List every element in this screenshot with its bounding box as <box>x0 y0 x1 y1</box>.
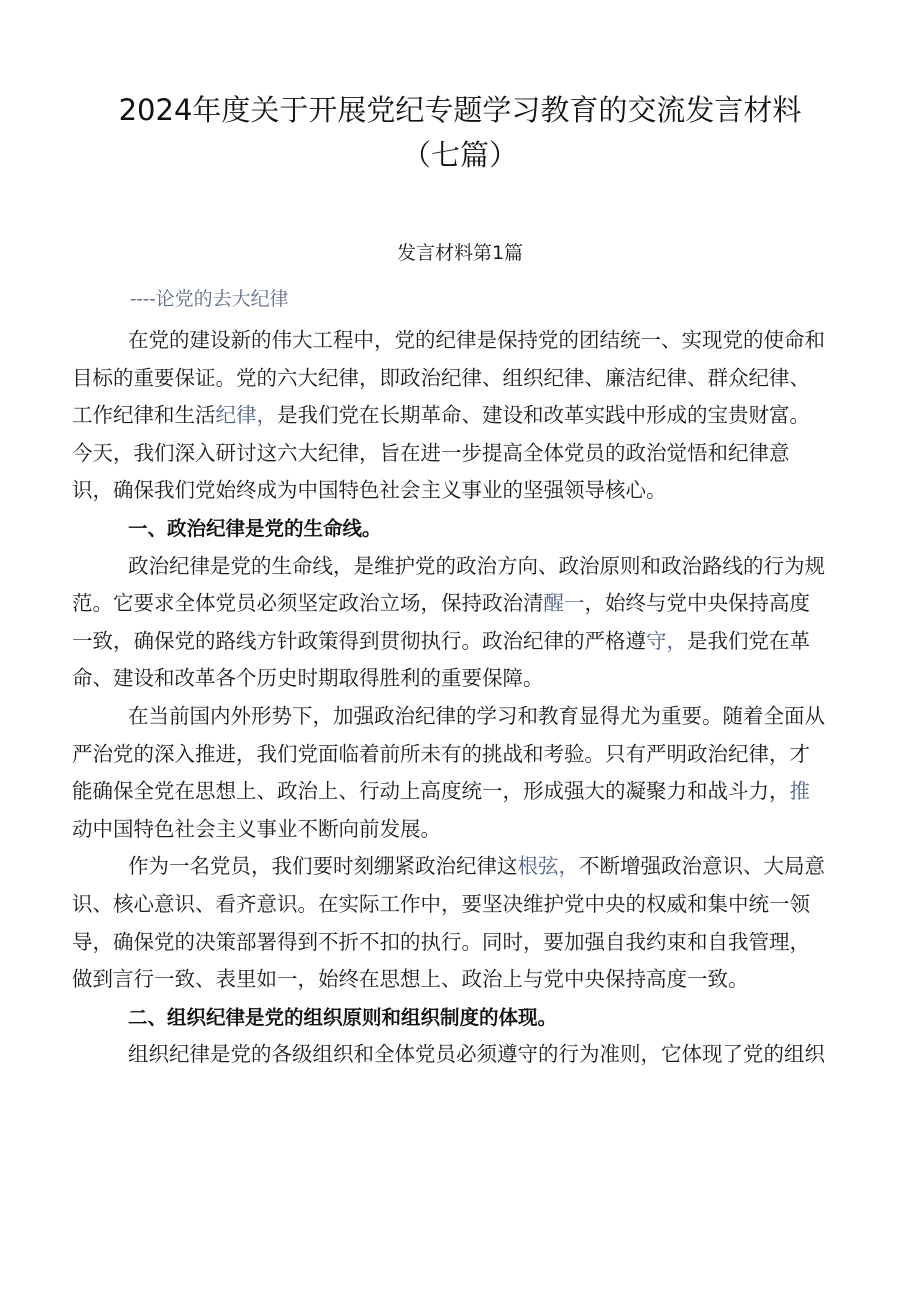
paragraph-line: 动中国特色社会主义事业不断向前发展。 <box>72 816 441 841</box>
section-subheading: 二、组织纪律是党的组织原则和组织制度的体现。 <box>128 1005 558 1029</box>
paragraph-line <box>72 773 866 811</box>
paragraph-line: 命、建设和改革各个历史时期取得胜利的重要保障。 <box>72 666 544 691</box>
paragraph-line: 在党的建设新的伟大工程中，党的纪律是保持党的团结统一、实现党的使命和 <box>128 328 825 352</box>
text-run: 是我们党在长期革命、建设和改革实践中形成的宝贵财富。 <box>277 403 810 428</box>
highlighted-text: 醒一 <box>543 591 585 616</box>
highlighted-text: 推 <box>789 779 810 804</box>
paragraph-line: 今天，我们深入研讨这六大纪律，旨在进一步提高全体党员的政治觉悟和纪律意 <box>72 440 790 465</box>
highlighted-text: 守， <box>646 628 687 653</box>
text-run: 范。它要求全体党员必须坚定政治立场，保持政治清 <box>72 591 544 616</box>
paragraph-line: 导，确保党的决策部署得到不折不扣的执行。同时，要加强自我约束和自我管理， <box>72 929 810 954</box>
text-run: ，始终与党中央保持高度 <box>584 591 810 616</box>
document-body <box>72 322 866 1074</box>
section-subheading: 一、政治纪律是党的生命线。 <box>128 516 382 540</box>
document-title: 2024年度关于开展党纪专题学习教育的交流发言材料 <box>118 93 802 127</box>
subtitle: ----论党的去大纪律 <box>130 288 289 310</box>
paragraph-line <box>72 585 866 623</box>
highlighted-text: 纪律， <box>215 403 277 428</box>
paragraph-line: 严治党的深入推进，我们党面临着前所未有的挑战和考验。只有严明政治纪律，才 <box>72 741 810 766</box>
text-run: 工作纪律和生活 <box>72 403 216 428</box>
paragraph-line <box>72 397 866 435</box>
paragraph-line: 做到言行一致、表里如一，始终在思想上、政治上与党中央保持高度一致。 <box>72 967 749 992</box>
highlighted-text: 根弦， <box>517 854 579 879</box>
text-run: 能确保全党在思想上、政治上、行动上高度统一，形成强大的凝聚力和战斗力， <box>72 779 790 804</box>
document-title-suffix: （七篇） <box>401 138 518 172</box>
text-run: 作为一名党员，我们要时刻绷紧政治纪律这 <box>128 854 518 879</box>
paragraph-line: 组织纪律是党的各级组织和全体党员必须遵守的行为准则，它体现了党的组织 <box>128 1042 825 1067</box>
paragraph-line: 政治纪律是党的生命线，是维护党的政治方向、政治原则和政治路线的行为规 <box>128 553 825 578</box>
section-heading: 发言材料第1篇 <box>396 242 524 264</box>
paragraph-line: 识，确保我们党始终成为中国特色社会主义事业的坚强领导核心。 <box>72 478 667 503</box>
paragraph-line: 目标的重要保证。党的六大纪律，即政治纪律、组织纪律、廉洁纪律、群众纪律、 <box>72 365 810 390</box>
text-run: 一致，确保党的路线方针政策得到贯彻执行。政治纪律的严格遵 <box>72 628 646 653</box>
text-run: 不断增强政治意识、大局意 <box>579 854 825 879</box>
paragraph-line <box>72 848 866 886</box>
text-run: 是我们党在革 <box>687 628 810 653</box>
paragraph-line <box>72 623 866 661</box>
paragraph-line: 识、核心意识、看齐意识。在实际工作中，要坚决维护党中央的权威和集中统一领 <box>72 891 810 916</box>
paragraph-line: 在当前国内外形势下，加强政治纪律的学习和教育显得尤为重要。随着全面从 <box>128 703 825 728</box>
